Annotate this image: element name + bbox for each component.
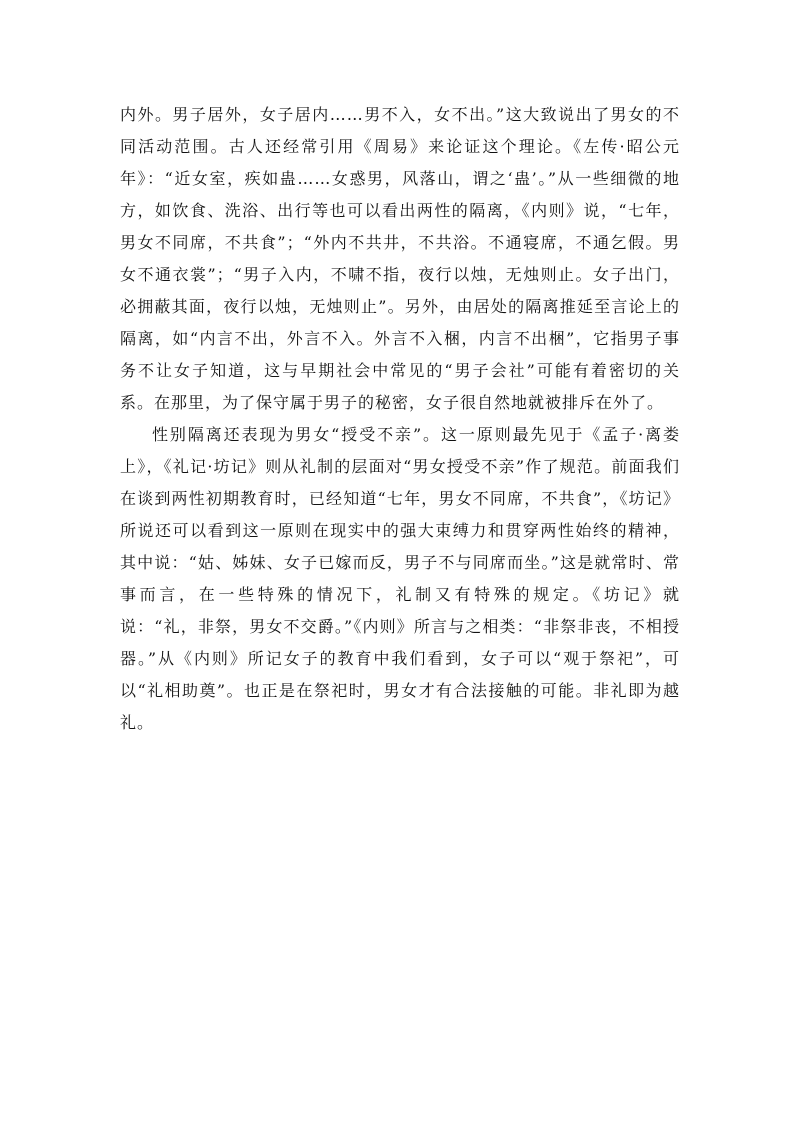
paragraph-2: 性别隔离还表现为男女“授受不亲”。这一原则最先见于《孟子·离娄上》，《礼记·坊记》则从礼制的层面对“男女授受不亲”作了规范。前面我们在谈到两性初期教育时，已经知道“七年，男女不同席，不共食”，《坊记》所说还可以看到这一原则在现实中的强大束缚力和贯穿两性始终的精神，其中说：“姑、姊妹、女子已嫁而反，男子不与同席而坐。”这是就常时、常事而言，在一些特殊的情况下，礼制又有特殊的规定。《坊记》就说：“礼，非祭，男女不交爵。”《内则》所言与之相类：“非祭非丧，不相授器。”从《内则》所记女子的教育中我们看到，女子可以“观于祭祀”，可以“礼相助奠”。也正是在祭祀时，男女才有合法接触的可能。非礼即为越礼。	[120, 425, 680, 732]
document-body	[120, 99, 680, 739]
paragraph-1: 内外。男子居外，女子居内……男不入，女不出。”这大致说出了男女的不同活动范围。古人还经常引用《周易》来论证这个理论。《左传·昭公元年》：“近女室，疾如蛊……女惑男，风落山，谓之‘蛊’。”从一些细微的地方，如饮食、洗浴、出行等也可以看出两性的隔离，《内则》说，“七年，男女不同席，不共食”；“外内不共井，不共浴。不通寝席，不通乞假。男女不通衣裳”；“男子入内，不啸不指，夜行以烛，无烛则止。女子出门，必拥蔽其面，夜行以烛，无烛则止”。另外，由居处的隔离推延至言论上的隔离，如“内言不出，外言不入。外言不入梱，内言不出梱”，它指男子事务不让女子知道，这与早期社会中常见的“男子会社”可能有着密切的关系。在那里，为了保守属于男子的秘密，女子很自然地就被排斥在外了。	[120, 105, 680, 412]
